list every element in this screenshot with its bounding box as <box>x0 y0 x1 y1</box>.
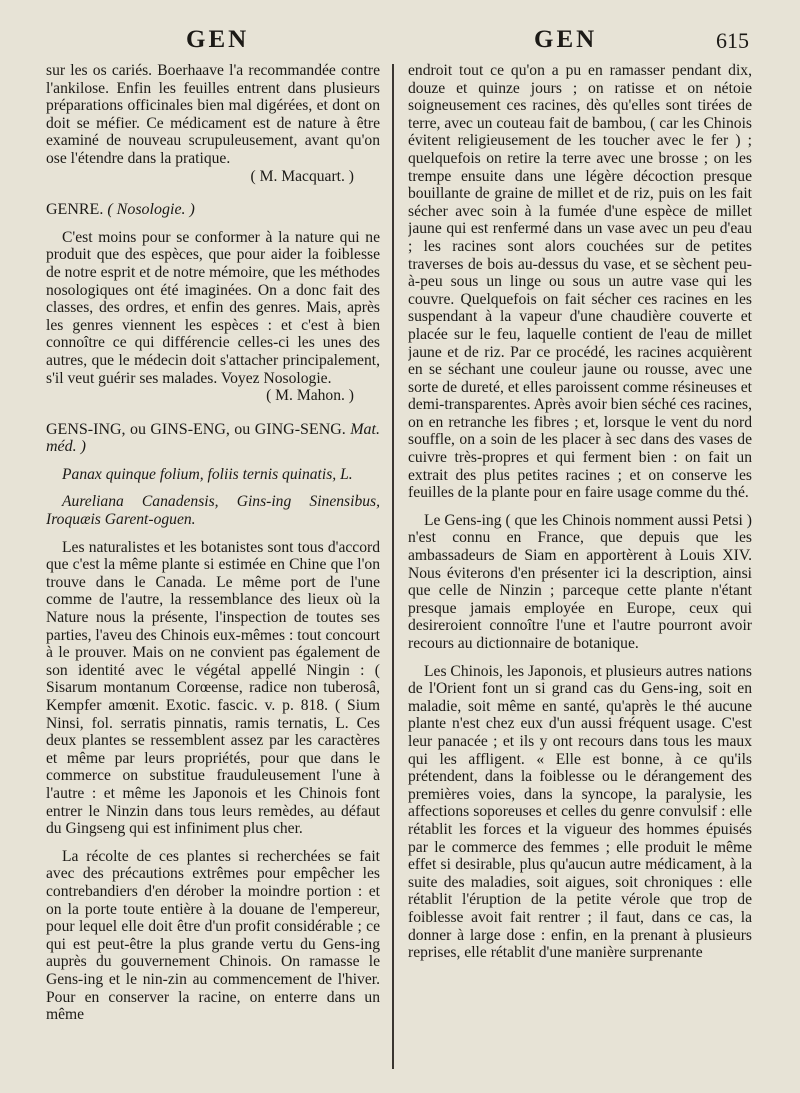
paragraph-usage: Les Chinois, les Japonois, et plusieurs autres nations de l'Orient font un si grand cas du Gens-ing, soit en maladie, soit même en santé, qu'après le thé aucune plante n'est chez eux d'un aussi fréquent usage. C'est leur panacée ; et ils y ont recours dans tous les maux qui les affligent. « Elle est bonne, à ce qu'ils prétendent, dans la foiblesse ou le dérangement des premières voies, dans la syncope, la paralysie, les affections soporeuses et celles du genre convulsif : elle rétablit les forces et la vigueur des hommes épuisés par le commerce des femmes ; elle produit le même effet si desirable, plus qu'aucun autre médicament, à la suite des maladies, soit aigues, soit chroniques : elle rétablit l'éruption de la petite vérole que trop de foiblesse avoit fait rentrer ; il faut, dans ce cas, la donner à large dose : enfin, en la prenant à plusieurs reprises, elle rétablit d'une manière surprenante <box>408 662 752 962</box>
entry-subject-genre: ( Nosologie. ) <box>107 201 195 219</box>
entry-title-gensing: GENS-ING, ou GINS-ENG, ou GING-SENG. <box>46 420 346 438</box>
entry-subject-gensing: Mat. méd. ) <box>46 420 380 456</box>
paragraph-recolte: La récolte de ces plantes si recherchées se fait avec des précautions extrêmes pour empêcher les contrebandiers d'en dérober la moindre portion : et on la porte toute entière à la douane de l'empereur, pour lequel elle doit être d'un profit considérable ; ce qui est peut-être la plus grande vertu du Gens-ing auprès du gouvernement Chinois. On ramasse le Gens-ing et le nin-zin au commencement de l'hiver. Pour en conserver la racine, on enterre dans un même <box>46 847 380 1024</box>
paragraph-naturalistes: Les naturalistes et les botanistes sont tous d'accord que c'est la même plante si estimée en Chine que l'on trouve dans le Canada. Le même port de l'une comme de l'autre, la ressemblance des lieux où la Nature nous la présente, l'inspection de toutes ses parties, l'aveu des Chinois eux-mêmes : tout concourt à le prouver. Mais on ne convient pas également de son identité avec le végétal appellé Ningin : ( Sisarum montanum Corœense, radice non tuberosâ, Kempfer amœnit. Exotic. fascic. v. p. 818. ( Sium Ninsi, fol. serratis pinnatis, ramis ternatis, L. Ces deux plantes se ressemblent assez par les caractères et même par leurs propriétés, pour que dans le commerce on substitue frauduleusement l'une à l'autre : et même les Japonois et les Chinois font entrer le Ninzin dans tous leurs remèdes, au défaut du Gingseng qui est infiniment plus cher. <box>46 538 380 838</box>
page-number: 615 <box>716 28 749 53</box>
column-divider <box>392 64 394 1069</box>
synonym-aureliana: Aureliana Canadensis, Gins-ing Sinensibus, Iroquæis Garent-oguen. <box>46 493 380 529</box>
signature-mahon: ( M. Mahon. ) <box>266 387 354 405</box>
entry-heading-genre <box>46 201 380 219</box>
entry-title-genre: GENRE. <box>46 201 104 219</box>
signature-macquart: ( M. Macquart. ) <box>250 167 354 185</box>
paragraph-boerhaave: sur les os cariés. Boerhaave l'a recommandée contre l'ankilose. Enfin les feuilles entrent dans plusieurs préparations officinales bien mal digérées, et dont on doit se méfier. Ce médicament est de nature à être examiné de nouveau scrupuleusement, avant qu'on ose l'étendre dans la pratique. <box>46 62 380 167</box>
synonym-panax: Panax quinque folium, foliis ternis quinatis, L. <box>62 465 353 483</box>
running-header-left: GEN <box>186 26 250 53</box>
right-column <box>408 62 752 1082</box>
paragraph-preparation: endroit tout ce qu'on a pu en ramasser pendant dix, douze et quinze jours ; on ratisse et on nétoie soigneusement ces racines, dès qu'elles sont tirées de terre, avec un couteau fait de bambou, ( car les Chinois évitent religieusement de les toucher avec le fer ) ; quelquefois on retire la terre avec une brosse ; on les trempe ensuite dans une légère décoction presque bouillante de graine de millet et de riz, puis on les fait sécher avec soin à la fumée d'une espèce de millet jaune qui est renfermé dans un vase avec un peu d'eau ; les racines sont alors couchées sur de petites traverses de bois au-dessus du vase, et se sèchent peu-à-peu sous un linge ou sous un autre vase qui les couvre. Quelquefois on fait sécher ces racines en les suspendant à la vapeur d'une chaudière couverte et placée sur le feu, laquelle contient de l'eau de millet jaune et de riz. Par ce procédé, les racines acquièrent en se séchant une couleur jaune ou rousse, avec une sorte de dureté, et elles paroissent comme résineuses et demi-transparentes. Après avoir bien séché ces racines, on en retranche les fibres ; et, lorsque le vent du nord souffle, on a soin de les placer à sec dans des vases de cuivre très-propres et qui ferment bien : on fait un extrait des plus petites racines ; et on conserve les feuilles de la plante pour en faire usage comme du thé. <box>408 62 752 502</box>
paragraph-genre: C'est moins pour se conformer à la nature qui ne produit que des espèces, que pour aider la foiblesse de notre esprit et de notre mémoire, que les méthodes nosologiques ont été imaginées. On a donc fait des classes, des ordres, et enfin des genres. Mais, après les genres viennent les espèces : et c'est à bien connoître ce qui différencie celles-ci les unes des autres, que le médecin doit s'attacher principalement, s'il veut guérir ses malades. Voyez Nosologie. <box>46 228 380 387</box>
left-column <box>46 62 380 1082</box>
paragraph-petsi: Le Gens-ing ( que les Chinois nomment aussi Petsi ) n'est connu en France, que depuis que les ambassadeurs de Siam en apportèrent à Louis XIV. Nous éviterons d'en présenter ici la description, ainsi que celle de Ninzin ; parceque cette plante n'étant presque jamais employée en Europe, ceux qui desireroient connoître l'une et l'autre pourront avoir recours au dictionnaire de botanique. <box>408 511 752 652</box>
entry-heading-gensing <box>46 421 380 456</box>
running-header-right: GEN <box>534 26 598 53</box>
